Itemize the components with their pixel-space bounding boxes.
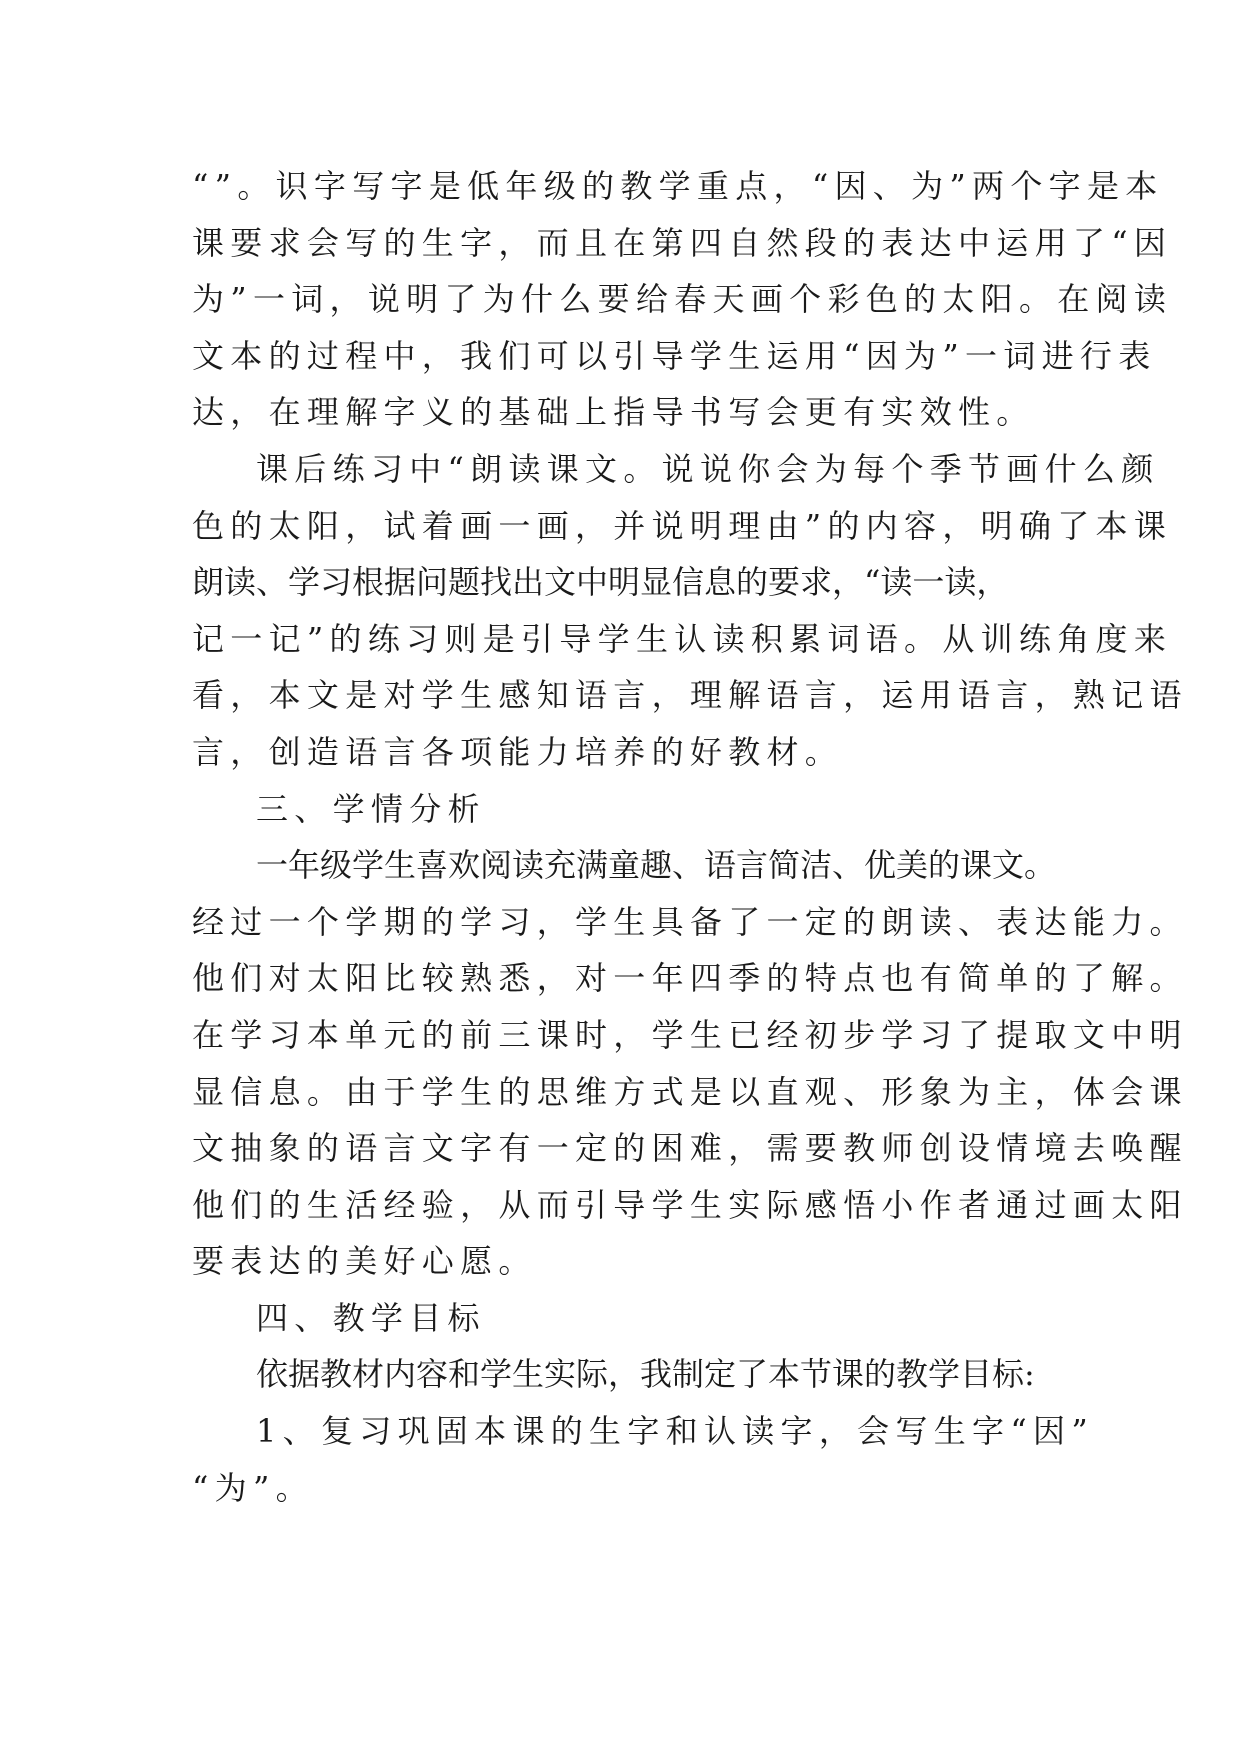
section-heading: 四、教学目标 (256, 1298, 486, 1337)
body-line: 看，本文是对学生感知语言，理解语言，运用语言，熟记语 (192, 676, 1188, 715)
body-line: 文抽象的语言文字有一定的困难，需要教师创设情境去唤醒 (192, 1129, 1188, 1168)
body-line: 在学习本单元的前三课时，学生已经初步学习了提取文中明 (192, 1015, 1188, 1054)
body-line: 言，创造语言各项能力培养的好教材。 (192, 732, 844, 771)
section-heading: 三、学情分析 (256, 789, 486, 828)
body-line: 要表达的美好心愿。 (192, 1242, 537, 1281)
body-line: 记一记”的练习则是引导学生认读积累词语。从训练角度来 (192, 619, 1173, 658)
body-line: 他们的生活经验，从而引导学生实际感悟小作者通过画太阳 (192, 1185, 1188, 1224)
list-item: 1、复习巩固本课的生字和认读字，会写生字“因” (256, 1412, 1094, 1451)
body-line: 显信息。由于学生的思维方式是以直观、形象为主，体会课 (192, 1072, 1188, 1111)
body-line: 经过一个学期的学习，学生具备了一定的朗读、表达能力。 (192, 902, 1188, 941)
body-line: “”。识字写字是低年级的教学重点，“因、为”两个字是本 (192, 167, 1164, 205)
body-line: 朗读、学习根据问题找出文中明显信息的要求，“读一读， (192, 563, 1009, 602)
document-body (192, 158, 1188, 1516)
body-line: 一年级学生喜欢阅读充满童趣、语言简洁、优美的课文。 (256, 846, 1057, 885)
body-line: 课后练习中“朗读课文。说说你会为每个季节画什么颜 (256, 449, 1160, 488)
body-line: 色的太阳，试着画一画，并说明理由”的内容，明确了本课 (192, 506, 1173, 545)
body-line: 课要求会写的生字，而且在第四自然段的表达中运用了“因 (192, 223, 1173, 262)
body-line: 为”一词，说明了为什么要给春天画个彩色的太阳。在阅读 (192, 280, 1173, 319)
body-line: 他们对太阳比较熟悉，对一年四季的特点也有简单的了解。 (192, 959, 1188, 998)
body-line: 依据教材内容和学生实际，我制定了本节课的教学目标: (256, 1355, 1035, 1394)
body-line: 文本的过程中，我们可以引导学生运用“因为”一词进行表 (192, 336, 1157, 375)
list-item-continuation: “为”。 (192, 1468, 314, 1507)
body-line: 达，在理解字义的基础上指导书写会更有实效性。 (192, 393, 1035, 432)
